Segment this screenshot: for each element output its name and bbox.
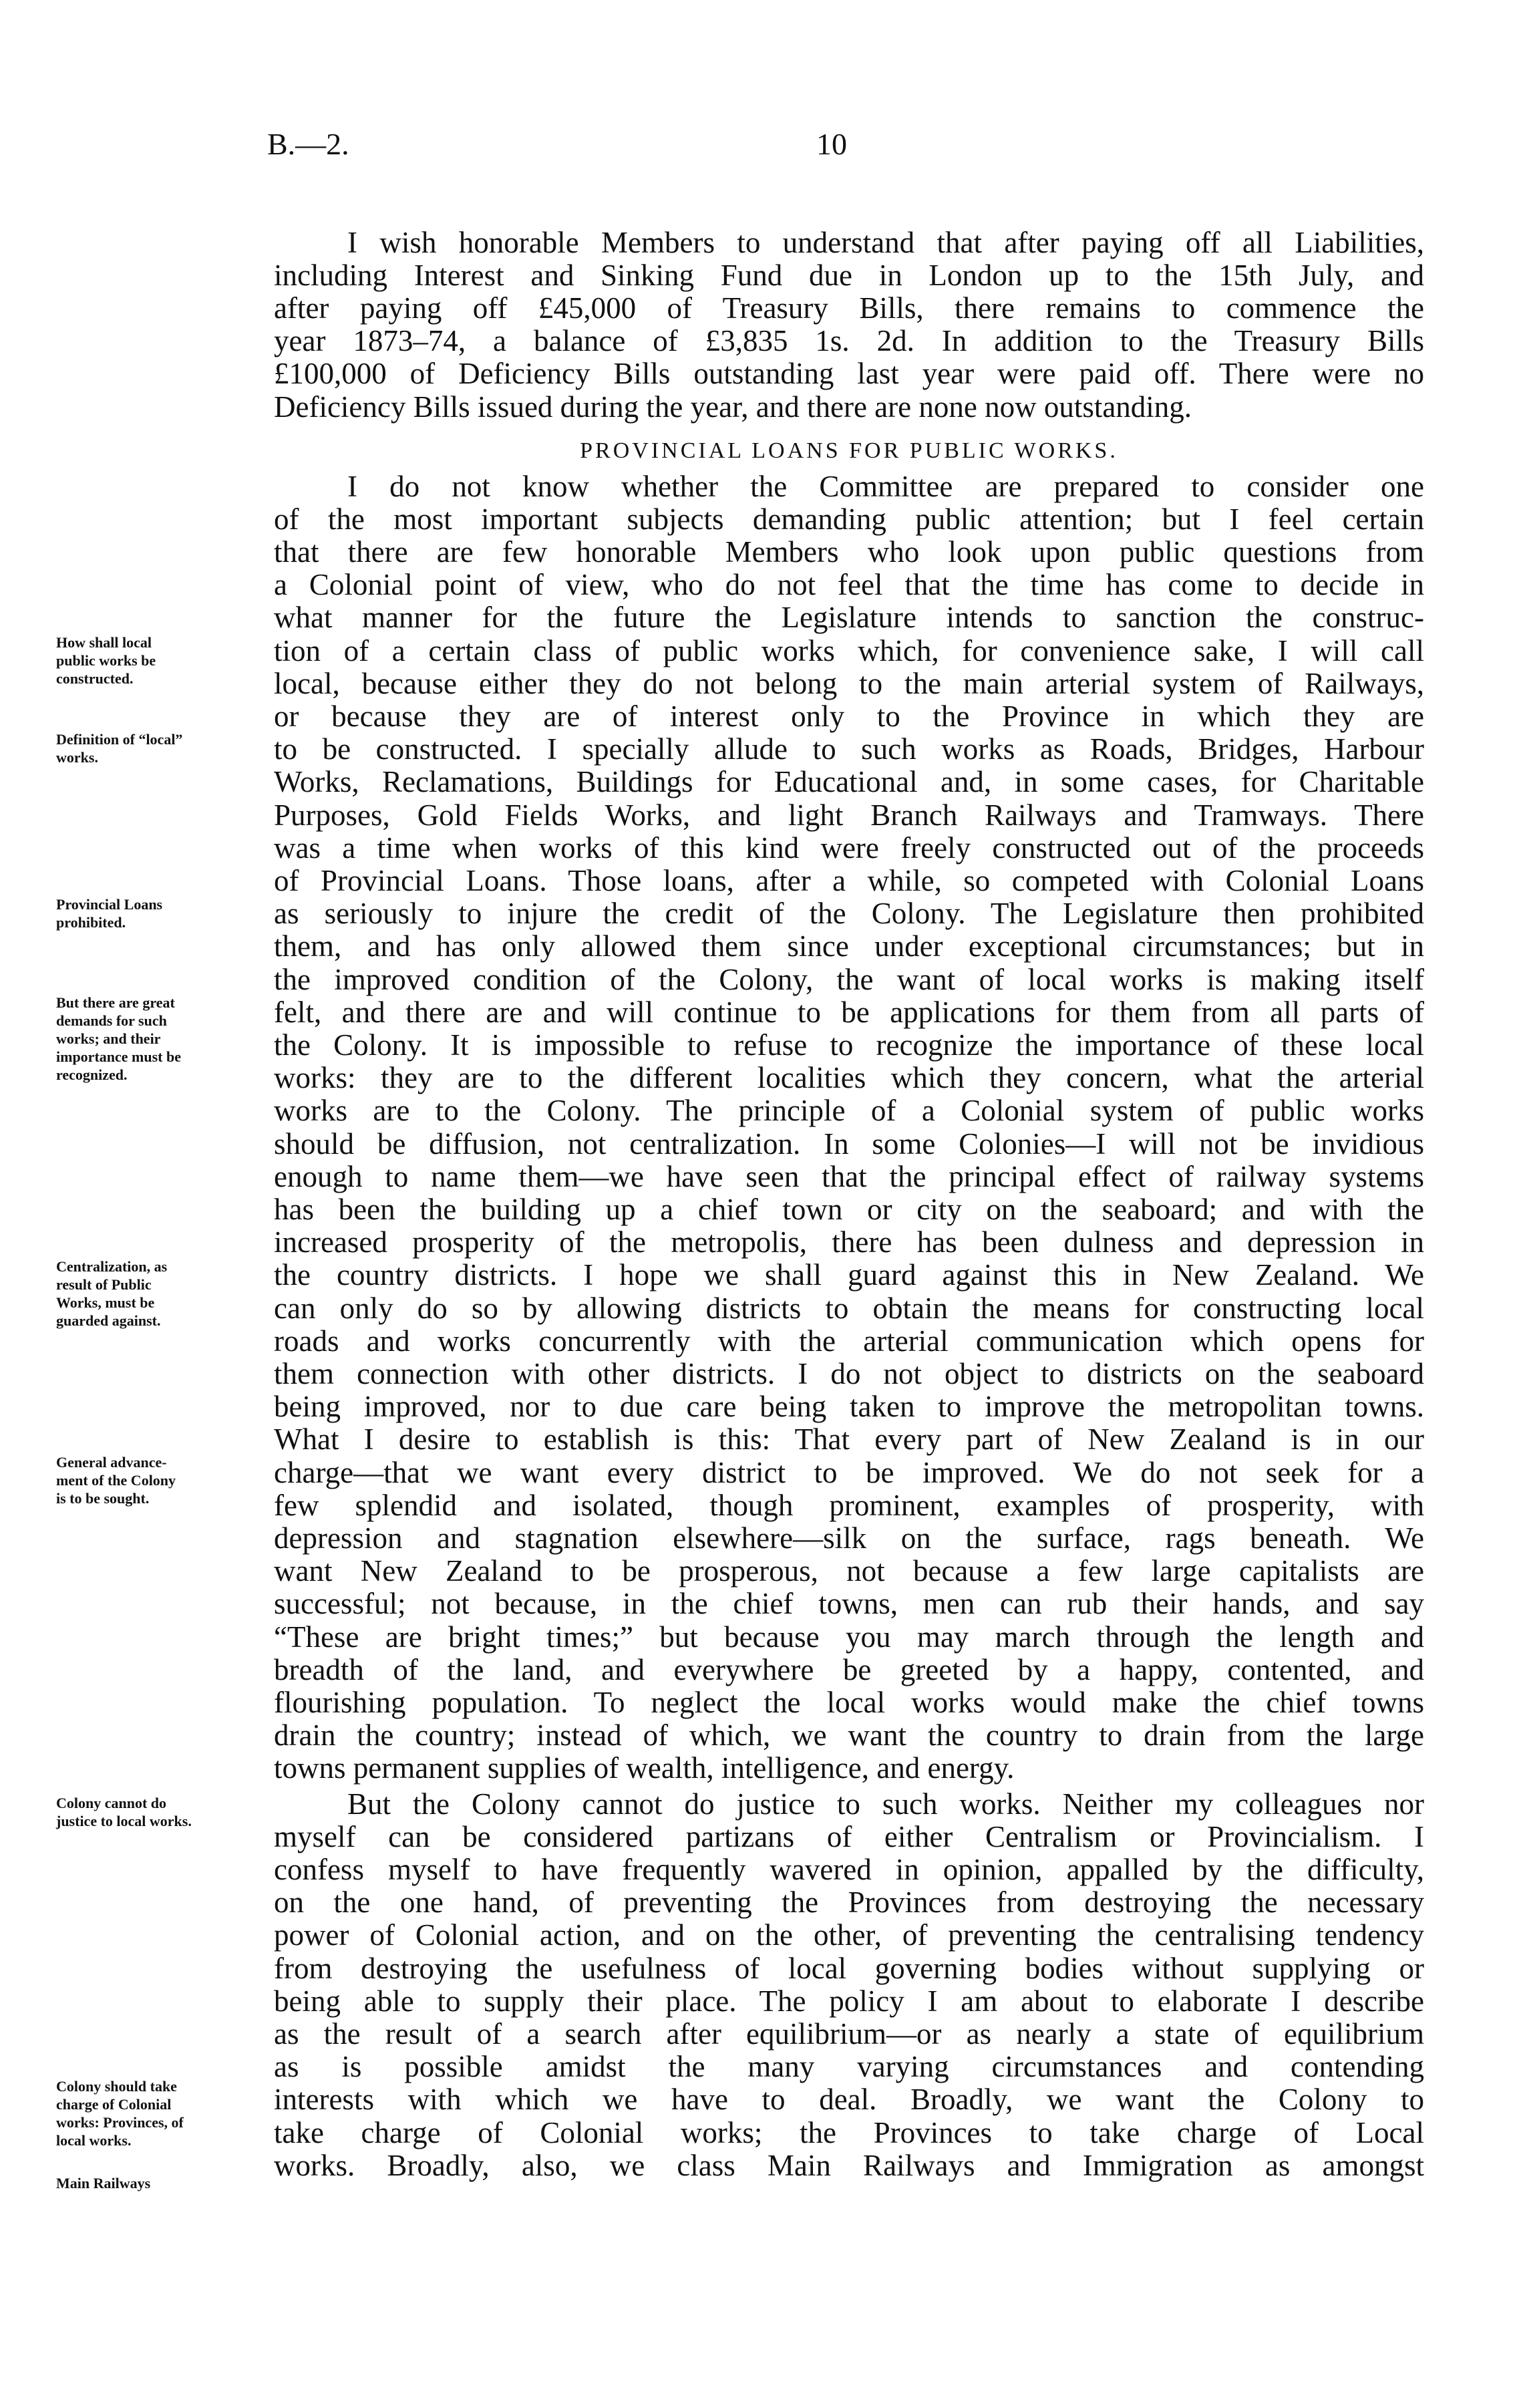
margin-note-line: guarded against. [56, 1312, 161, 1330]
margin-note-line: Colony cannot do [56, 1794, 167, 1811]
margin-note [56, 1794, 277, 1830]
paragraph2-line: should be diffusion, not centralization. In some Colonies—I will not be invidious [274, 1126, 1424, 1161]
margin-note-line: is to be sought. [56, 1489, 150, 1507]
margin-note [56, 1257, 277, 1330]
paragraph2-line: has been the building up a chief town or city on the seaboard; and with the [274, 1192, 1424, 1226]
paragraph2-line: to be constructed. I specially allude to such works as Roads, Bridges, Harbour [274, 732, 1424, 766]
paragraph1-line: after paying off £45,000 of Treasury Bills, there remains to commence the [274, 291, 1424, 325]
paragraph2-line: flourishing population. To neglect the local works would make the chief towns [274, 1685, 1424, 1719]
margin-note [56, 895, 277, 931]
paragraph2-line: towns permanent supplies of wealth, intelligence, and energy. [274, 1751, 1015, 1785]
paragraph2-line: roads and works concurrently with the arterial communication which opens for [274, 1324, 1424, 1358]
margin-note-line: constructed. [56, 669, 134, 687]
margin-note-line: Centralization, as [56, 1258, 168, 1275]
paragraph2-line: them connection with other districts. I do not object to districts on the seaboard [274, 1356, 1424, 1390]
margin-note [56, 2174, 277, 2192]
paragraph2-line: the improved condition of the Colony, the want of local works is making itself [274, 962, 1424, 996]
paragraph3-line: as the result of a search after equilibrium—or as nearly a state of equilibrium [274, 2016, 1424, 2051]
paragraph2-line: felt, and there are and will continue to be applications for them from all parts of [274, 995, 1424, 1029]
paragraph2-line: “These are bright times;” but because you may march through the length and [274, 1620, 1424, 1654]
paragraph2-line: works are to the Colony. The principle of a Colonial system of public works [274, 1094, 1424, 1128]
paragraph1-line: I wish honorable Members to understand that after paying off all Liabilities, [347, 225, 1424, 259]
paragraph2-line: being improved, nor to due care being taken to improve the metropolitan towns. [274, 1390, 1424, 1424]
margin-note-line: demands for such [56, 1012, 167, 1030]
margin-note-line: Definition of “local” [56, 730, 183, 748]
margin-note-line: Provincial Loans [56, 895, 163, 913]
paragraph3-line: being able to supply their place. The policy I am about to elaborate I describe [274, 1984, 1424, 2018]
paragraph3-line: interests with which we have to deal. Broadly, we want the Colony to [274, 2083, 1424, 2117]
margin-note-line: charge of Colonial [56, 2096, 172, 2113]
paragraph2-line: increased prosperity of the metropolis, there has been dulness and depression in [274, 1225, 1424, 1259]
margin-note [56, 994, 277, 1084]
paragraph3-line: But the Colony cannot do justice to such works. Neither my colleagues nor [347, 1787, 1424, 1821]
margin-note [56, 1453, 277, 1507]
margin-note-line: importance must be [56, 1048, 181, 1066]
paragraph2-line: drain the country; instead of which, we want the country to drain from the large [274, 1718, 1424, 1753]
margin-note-line: Works, must be [56, 1294, 155, 1312]
paragraph2-line: what manner for the future the Legislature intends to sanction the construc- [274, 601, 1424, 635]
paragraph2-line: successful; not because, in the chief towns, men can rub their hands, and say [274, 1587, 1424, 1621]
paragraph2-line: or because they are of interest only to the Province in which they are [274, 699, 1424, 733]
margin-note-line: result of Public [56, 1276, 152, 1294]
margin-note-line: works: Provinces, of [56, 2114, 184, 2131]
page-number: 10 [816, 127, 847, 161]
paragraph2-line: few splendid and isolated, though prominent, examples of prosperity, with [274, 1488, 1424, 1522]
margin-note-line: works. [56, 748, 98, 766]
document-code: B.—2. [267, 127, 349, 161]
paragraph2-line: local, because either they do not belong to the main arterial system of Railways, [274, 666, 1424, 700]
paragraph2-line: that there are few honorable Members who look upon public questions from [274, 535, 1424, 569]
paragraph2-line: want New Zealand to be prosperous, not because a few large capitalists are [274, 1554, 1424, 1588]
paragraph2-line: them, and has only allowed them since under exceptional circumstances; but in [274, 929, 1424, 963]
paragraph1-line: year 1873–74, a balance of £3,835 1s. 2d. In addition to the Treasury Bills [274, 324, 1424, 358]
paragraph2-line: of Provincial Loans. Those loans, after a while, so competed with Colonial Loans [274, 863, 1424, 897]
paragraph2-line: Purposes, Gold Fields Works, and light Branch Railways and Tramways. There [274, 798, 1424, 832]
paragraph1-line: Deficiency Bills issued during the year, and there are none now outstanding. [274, 390, 1192, 424]
paragraph2-line: enough to name them—we have seen that the principal effect of railway systems [274, 1159, 1424, 1193]
margin-note-line: But there are great [56, 994, 175, 1012]
paragraph2-line: breadth of the land, and everywhere be greeted by a happy, contented, and [274, 1652, 1424, 1686]
margin-note-line: local works. [56, 2132, 132, 2149]
margin-note [56, 730, 277, 766]
margin-note-line: prohibited. [56, 913, 126, 931]
paragraph3-line: take charge of Colonial works; the Provinces to take charge of Local [274, 2115, 1424, 2149]
paragraph3-line: power of Colonial action, and on the other, of preventing the centralising tendency [274, 1918, 1424, 1952]
paragraph2-line: I do not know whether the Committee are prepared to consider one [347, 469, 1424, 503]
margin-note-line: works; and their [56, 1030, 161, 1048]
margin-note [56, 633, 277, 688]
margin-note-line: justice to local works. [56, 1812, 192, 1829]
paragraph2-line: as seriously to injure the credit of the Colony. The Legislature then prohibited [274, 897, 1424, 931]
paragraph2-line: can only do so by allowing districts to obtain the means for constructing local [274, 1291, 1424, 1325]
paragraph3-line: works. Broadly, also, we class Main Railways and Immigration as amongst [274, 2148, 1424, 2182]
margin-note [56, 2077, 277, 2149]
margin-note-line: recognized. [56, 1066, 128, 1084]
paragraph3-line: confess myself to have frequently wavered in opinion, appalled by the difficulty, [274, 1852, 1424, 1886]
paragraph3-line: myself can be considered partizans of either Centralism or Provincialism. I [274, 1819, 1424, 1853]
paragraph2-line: of the most important subjects demanding public attention; but I feel certain [274, 502, 1424, 536]
paragraph2-line: charge—that we want every district to be improved. We do not seek for a [274, 1455, 1424, 1489]
paragraph1-line: £100,000 of Deficiency Bills outstanding last year were paid off. There were no [274, 357, 1424, 391]
paragraph3-line: on the one hand, of preventing the Provinces from destroying the necessary [274, 1886, 1424, 1920]
paragraph2-line: was a time when works of this kind were freely constructed out of the proceeds [274, 831, 1424, 865]
paragraph2-line: a Colonial point of view, who do not feel that the time has come to decide in [274, 568, 1424, 602]
margin-note-line: Colony should take [56, 2078, 177, 2095]
paragraph2-line: Works, Reclamations, Buildings for Educational and, in some cases, for Charitable [274, 765, 1424, 799]
section-heading: PROVINCIAL LOANS FOR PUBLIC WORKS. [580, 438, 1118, 463]
paragraph3-line: from destroying the usefulness of local governing bodies without supplying or [274, 1951, 1424, 1985]
paragraph3-line: as is possible amidst the many varying circumstances and contending [274, 2050, 1424, 2084]
paragraph1-line: including Interest and Sinking Fund due in London up to the 15th July, and [274, 258, 1424, 292]
paragraph2-line: the country districts. I hope we shall guard against this in New Zealand. We [274, 1258, 1424, 1292]
paragraph2-line: tion of a certain class of public works which, for convenience sake, I will call [274, 633, 1424, 667]
paragraph2-line: depression and stagnation elsewhere—silk on the surface, rags beneath. We [274, 1521, 1424, 1555]
paragraph2-line: the Colony. It is impossible to refuse to recognize the importance of these local [274, 1028, 1424, 1062]
paragraph2-line: works: they are to the different localities which they concern, what the arterial [274, 1061, 1424, 1095]
margin-note-line: public works be [56, 651, 156, 669]
margin-note-line: Main Railways [56, 2175, 151, 2192]
margin-note-line: How shall local [56, 633, 152, 651]
margin-note-line: ment of the Colony [56, 1471, 176, 1489]
paragraph2-line: What I desire to establish is this: That every part of New Zealand is in our [274, 1422, 1424, 1457]
margin-note-line: General advance- [56, 1453, 167, 1471]
